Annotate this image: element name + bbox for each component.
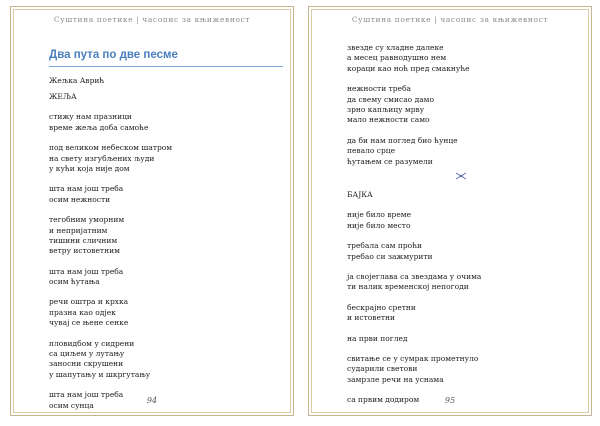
poem-line: са првим додиром bbox=[347, 395, 420, 405]
poem-line: бескрајно сретни bbox=[347, 302, 416, 312]
running-head-left: Суштина поетике | часопис за књижевност bbox=[53, 15, 251, 24]
poem-line: у шапутању и шкргутању bbox=[49, 369, 151, 379]
page-number-left: 94 bbox=[146, 396, 158, 405]
fleuron-ornament-icon bbox=[455, 172, 467, 180]
right-page bbox=[308, 6, 592, 416]
poem-line: пловидбом у сидрени bbox=[49, 338, 135, 348]
poem-line: на први поглед bbox=[347, 333, 408, 343]
poem-line: замрзле речи на уснама bbox=[347, 374, 444, 384]
poem-line: свитање се у сумрак прометнуло bbox=[347, 353, 479, 363]
poem-line: нежности треба bbox=[347, 84, 411, 94]
poem-line: сударили светови bbox=[347, 364, 418, 374]
poem-line: стижу нам празници bbox=[49, 112, 132, 122]
left-page bbox=[10, 6, 294, 416]
poem-line: осим ћутања bbox=[49, 277, 100, 287]
poem-line: и истоветни bbox=[347, 313, 396, 323]
poem-line: ти налик временској непогоди bbox=[347, 282, 469, 292]
poem-line: није било време bbox=[347, 210, 412, 220]
poem-line: ветру истоветним bbox=[49, 246, 120, 256]
poem-title-bajka: БАЈКА bbox=[347, 190, 373, 199]
poem-line: зрно капљицу мрву bbox=[347, 104, 425, 114]
article-title: Два пута по две песме bbox=[49, 49, 178, 61]
poem-line: да би нам поглед био ћунце bbox=[347, 135, 458, 145]
poem-line: под великом небеском шатром bbox=[49, 143, 173, 153]
poem-line: празна као одјек bbox=[49, 307, 116, 317]
poem-line: није било место bbox=[347, 220, 411, 230]
poem-line: време жеља доба самоће bbox=[49, 122, 149, 132]
title-underline bbox=[49, 66, 283, 67]
poem-line: у кући која није дом bbox=[49, 163, 130, 173]
poem-line: мало нежности само bbox=[347, 115, 430, 125]
left-poem-body bbox=[49, 92, 172, 411]
poem-line: речи оштра и крхка bbox=[49, 297, 129, 307]
poem-line: ја својеглава са звездама у очима bbox=[347, 271, 482, 281]
poem-line: певало срце bbox=[347, 146, 396, 156]
poem-line: и непријатним bbox=[49, 225, 108, 235]
poem-line: требала сам проћи bbox=[347, 241, 423, 251]
poem-line: шта нам још треба bbox=[49, 390, 124, 400]
poem-line: осим нежности bbox=[49, 194, 111, 204]
author-name: Жељка Аврић bbox=[49, 76, 105, 85]
poem-line: са циљем у лутању bbox=[49, 349, 125, 359]
poem-line: шта нам још треба bbox=[49, 266, 124, 276]
poem-line: чувај се њене сенке bbox=[49, 318, 129, 328]
poem-line: заносни скрушени bbox=[49, 359, 124, 369]
poem-line: тишини сличним bbox=[49, 235, 118, 245]
right-poem-bajka bbox=[347, 190, 481, 405]
poem-line: осим сунца bbox=[49, 400, 94, 410]
right-poem-continuation bbox=[347, 43, 470, 167]
poem-title-zhelja: ЖЕЉА bbox=[49, 92, 77, 101]
page-number-right: 95 bbox=[444, 396, 456, 405]
poem-line: ћутањем се разумели bbox=[347, 156, 433, 166]
poem-line: а месец равнодушно нем bbox=[347, 53, 447, 63]
running-head-right: Суштина поетике | часопис за књижевност bbox=[351, 15, 549, 24]
poem-line: кораци као ноћ пред смакнуће bbox=[347, 63, 470, 73]
poem-line: шта нам још треба bbox=[49, 184, 124, 194]
poem-line: да свему смисао дамо bbox=[347, 94, 435, 104]
poem-line: требао си зажмурити bbox=[347, 251, 433, 261]
poem-line: на свету изгубљених људи bbox=[49, 153, 155, 163]
poem-line: тегобним уморним bbox=[49, 215, 125, 225]
poem-line: звезде су хладне далеке bbox=[347, 43, 444, 52]
